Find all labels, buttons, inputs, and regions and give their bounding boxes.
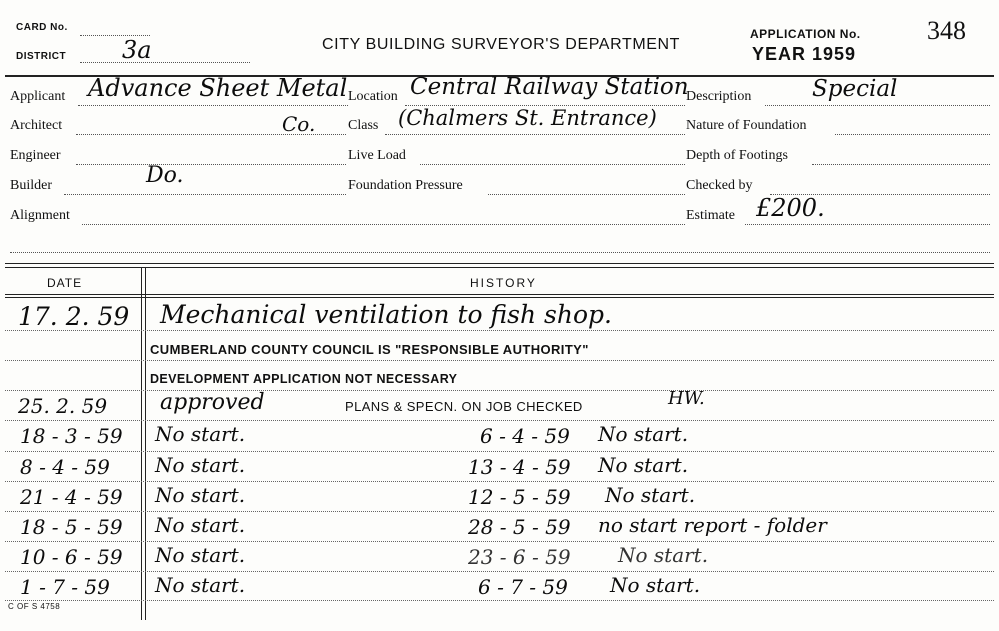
applicant-value-cont: Co. (282, 112, 316, 136)
estimate-label: Estimate (686, 208, 735, 223)
engineer-label: Engineer (10, 148, 61, 163)
date-column-divider (141, 268, 142, 620)
row-text: No start. (155, 422, 246, 446)
row-date: 18 - 3 - 59 (20, 424, 123, 448)
architect-line (76, 134, 346, 135)
application-no-value: 348 (927, 16, 966, 45)
stamp-plans-checked: PLANS & SPECN. ON JOB CHECKED (345, 399, 583, 414)
entry-date: 17. 2. 59 (18, 302, 130, 331)
location-value: Central Railway Station (410, 74, 689, 100)
history-divider-top (5, 263, 994, 264)
location-label: Location (348, 89, 398, 104)
row-date: 6 - 4 - 59 (480, 424, 570, 448)
date-column-divider-2 (145, 268, 146, 620)
date-header: DATE (47, 276, 83, 290)
department-title: CITY BUILDING SURVEYOR'S DEPARTMENT (322, 36, 681, 53)
entry-text: approved (160, 390, 265, 415)
row-text: No start. (155, 453, 246, 477)
row-text: no start report - folder (598, 513, 827, 537)
applicant-line (78, 105, 348, 106)
application-no-label: APPLICATION No. (750, 27, 861, 41)
engineer-line (76, 164, 346, 165)
row-date: 28 - 5 - 59 (468, 515, 571, 539)
class-value: (Chalmers St. Entrance) (398, 106, 657, 130)
depth-of-footings-label: Depth of Footings (686, 148, 788, 163)
estimate-line (745, 224, 990, 225)
row-text: No start. (610, 573, 701, 597)
row-date: 18 - 5 - 59 (20, 515, 123, 539)
row-date: 6 - 7 - 59 (478, 575, 568, 599)
row-text: No start. (155, 543, 246, 567)
row-text: No start. (155, 573, 246, 597)
description-label: Description (686, 89, 752, 104)
row-date: 8 - 4 - 59 (20, 455, 110, 479)
district-value: 3a (122, 36, 152, 64)
live-load-line (420, 164, 685, 165)
footer-code: C OF S 4758 (8, 602, 61, 611)
district-line (80, 62, 250, 63)
stamp-responsible-authority: CUMBERLAND COUNTY COUNCIL IS "RESPONSIBLE AUTHORITY" (150, 342, 589, 357)
row-line (5, 481, 994, 482)
row-date: 23 - 6 - 59 (468, 545, 571, 569)
history-header: HISTORY (470, 276, 537, 290)
row-line (5, 330, 994, 331)
card-no-label: CARD No. (16, 22, 68, 33)
class-line (385, 134, 685, 135)
row-line (5, 600, 994, 601)
row-line (5, 451, 994, 452)
year-label: YEAR 1959 (752, 44, 857, 64)
class-label: Class (348, 118, 379, 133)
history-divider-top-2 (5, 267, 994, 268)
row-date: 10 - 6 - 59 (20, 545, 123, 569)
nature-of-foundation-label: Nature of Foundation (686, 118, 807, 133)
entry-date: 25. 2. 59 (18, 394, 108, 418)
row-line (5, 360, 994, 361)
estimate-value: £200. (756, 194, 825, 222)
nature-line (835, 134, 990, 135)
spare-line (10, 252, 990, 253)
alignment-label: Alignment (10, 208, 70, 223)
builder-value: Do. (146, 163, 184, 188)
row-date: 12 - 5 - 59 (468, 485, 571, 509)
row-text: No start. (155, 483, 246, 507)
description-value: Special (812, 76, 898, 102)
row-text: No start. (598, 422, 689, 446)
builder-line (64, 194, 346, 195)
foundation-pressure-label: Foundation Pressure (348, 178, 463, 193)
history-divider-header (5, 294, 994, 295)
district-label: DISTRICT (16, 51, 67, 62)
applicant-label: Applicant (10, 89, 66, 104)
builder-label: Builder (10, 178, 52, 193)
row-line (5, 571, 994, 572)
depth-line (812, 164, 990, 165)
applicant-value: Advance Sheet Metal (88, 74, 348, 102)
architect-label: Architect (10, 118, 63, 133)
description-line (765, 105, 990, 106)
row-date: 13 - 4 - 59 (468, 455, 571, 479)
alignment-line (82, 224, 685, 225)
row-date: 21 - 4 - 59 (20, 485, 123, 509)
row-date: 1 - 7 - 59 (20, 575, 110, 599)
row-text: No start. (155, 513, 246, 537)
stamp-development-application: DEVELOPMENT APPLICATION NOT NECESSARY (150, 372, 458, 386)
history-divider-header-2 (5, 297, 994, 298)
checked-by-label: Checked by (686, 178, 753, 193)
row-text: No start. (605, 483, 696, 507)
live-load-label: Live Load (348, 148, 406, 163)
row-text: No start. (598, 453, 689, 477)
row-line (5, 511, 994, 512)
row-line (5, 390, 994, 391)
row-text: No start. (618, 543, 709, 567)
entry-text: Mechanical ventilation to fish shop. (160, 300, 612, 329)
row-line (5, 541, 994, 542)
row-line (5, 420, 994, 421)
stamp-initials: HW. (668, 388, 705, 409)
foundation-pressure-line (488, 194, 685, 195)
